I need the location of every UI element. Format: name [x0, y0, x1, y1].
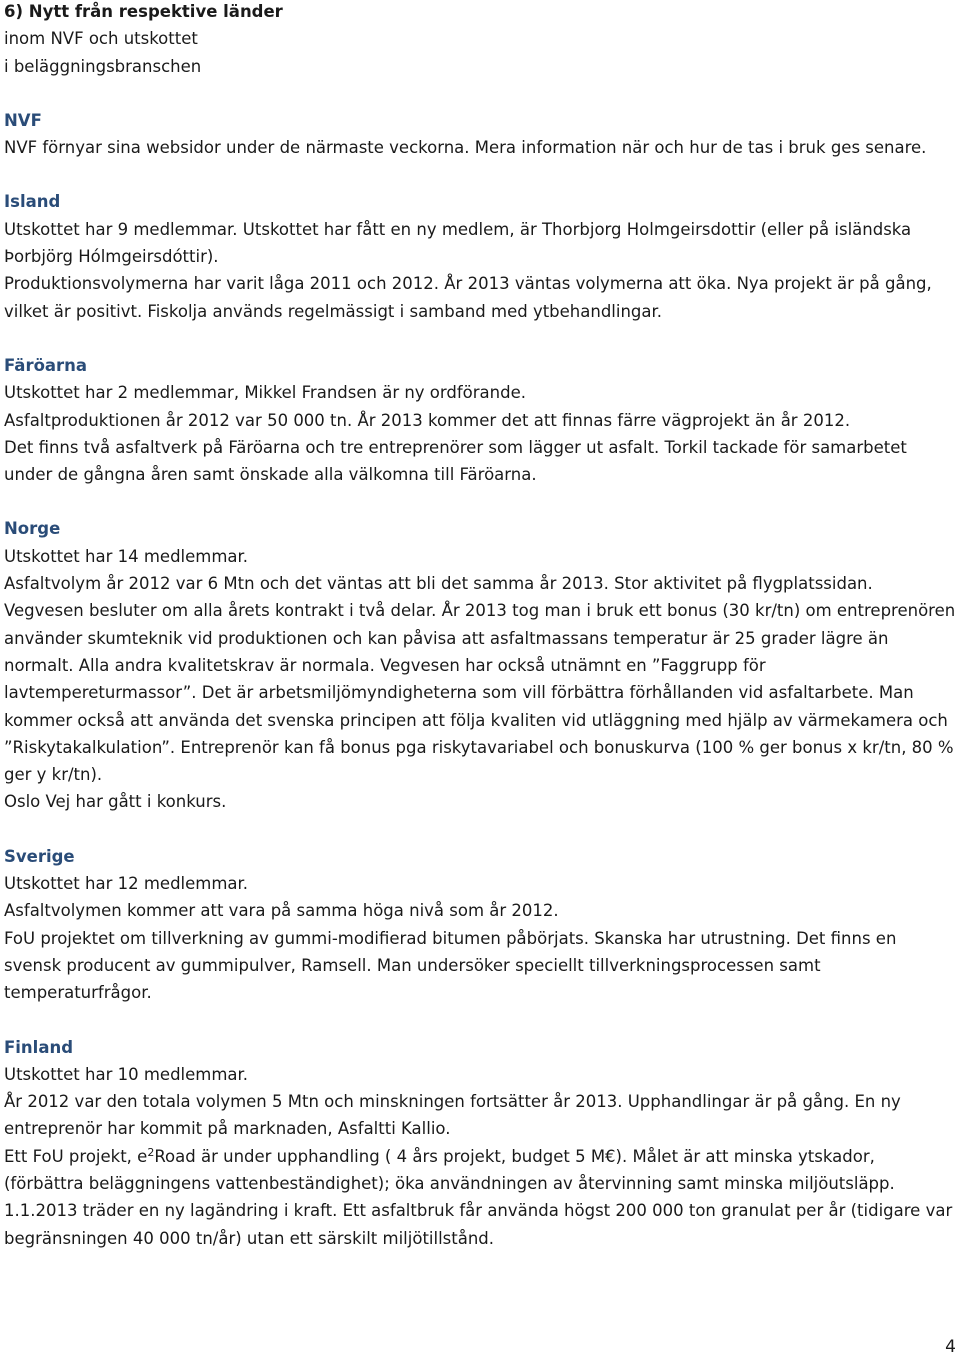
section-island	[4, 188, 956, 324]
section-heading: Färöarna	[4, 355, 88, 375]
paragraph: Utskottet har 2 medlemmar, Mikkel Frandsen är ny ordförande.	[4, 383, 526, 403]
paragraph: 1.1.2013 träder en ny lagändring i kraft. Ett asfaltbruk får använda högst 200 000 ton granulat per år (tidigare var begränsningen 40 000 tn/år) utan ett särskilt miljötillstånd.	[4, 1201, 953, 1248]
section-heading: Finland	[4, 1037, 74, 1057]
project-paragraph	[4, 1143, 956, 1198]
paragraph: Asfaltvolym år 2012 var 6 Mtn och det väntas att bli det samma år 2013. Stor aktivitet på flygplatssidan. Vegvesen besluter om alla årets kontrakt i två delar. År 2013 tog man i bruk ett bonus (30 kr/tn) om entreprenören använder skumteknik vid produktionen och kan påvisa att asfaltmassans temperatur är 25 grader lägre än normalt. Alla andra kvalitetskrav är normala. Vegvesen har också utnämnt en ”Faggrupp för lavtempereturmassor”. Det är arbetsmiljömyndigheterna som vill förbättra förhållanden vid asfaltarbete. Man kommer också att använda det svenska principen att följa kvaliten vid utläggning med hjälp av värmekamera och ”Riskytakalkulation”. Entreprenör kan få bonus pga riskytavariabel och bonuskurva (100 % ger bonus x kr/tn, 80 % ger y kr/tn).	[4, 574, 956, 785]
section-nvf	[4, 107, 956, 162]
paragraph: Utskottet har 9 medlemmar. Utskottet har fått en ny medlem, är Thorbjorg Holmgeirsdottir (eller på isländska Þorbjörg Hólmgeirsdóttir).	[4, 219, 912, 267]
paragraph: Asfaltvolymen kommer att vara på samma höga nivå som år 2012.	[4, 901, 559, 921]
section-heading: NVF	[4, 110, 42, 130]
paragraph: Det finns två asfaltverk på Färöarna och tre entreprenörer som lägger ut asfalt. Torkil tackade för samarbetet under de gångna åren samt önskade alla välkomna till Färöarna.	[4, 437, 907, 485]
document-subtitle-line: inom NVF och utskottet	[4, 29, 198, 49]
project-text-before: Ett FoU projekt, e	[4, 1146, 148, 1166]
paragraph: Oslo Vej har gått i konkurs.	[4, 792, 227, 812]
page-number: 4	[945, 1337, 956, 1357]
paragraph: Utskottet har 12 medlemmar.	[4, 874, 249, 894]
section-norge	[4, 515, 956, 815]
paragraph: Asfaltproduktionen år 2012 var 50 000 tn. År 2013 kommer det att finnas färre vägprojekt än år 2012.	[4, 410, 851, 430]
paragraph: År 2012 var den totala volymen 5 Mtn och minskningen fortsätter år 2013. Upphandlingar är på gång. En ny entreprenör har kommit på marknaden, Asfaltti Kallio.	[4, 1092, 901, 1139]
section-heading: Sverige	[4, 846, 75, 866]
section-finland	[4, 1034, 956, 1252]
document-subtitle-line: i beläggningsbranschen	[4, 56, 202, 76]
section-sverige	[4, 843, 956, 1007]
paragraph: Produktionsvolymerna har varit låga 2011 och 2012. År 2013 väntas volymerna att öka. Nya projekt är på gång, vilket är positivt. Fiskolja används regelmässigt i samband med ytbehandlingar.	[4, 274, 932, 321]
project-text-after: Road är under upphandling ( 4 års projekt, budget 5 M€). Målet är att minska ytskador, (förbättra beläggningens vattenbeständighet); öka användningen av återvinning samt minska miljöutsläpp.	[4, 1146, 895, 1193]
section-heading: Island	[4, 192, 61, 212]
paragraph: FoU projektet om tillverkning av gummi-modifierad bitumen påbörjats. Skanska har utrustning. Det finns en svensk producent av gummipulver, Ramsell. Man undersöker speciellt tillverkningsprocessen samt temperaturfrågor.	[4, 928, 897, 1003]
section-heading: Norge	[4, 519, 61, 539]
document-title: 6) Nytt från respektive länder	[4, 2, 283, 21]
section-faroarna	[4, 352, 956, 488]
paragraph: Utskottet har 10 medlemmar.	[4, 1064, 249, 1084]
document-page	[4, 0, 956, 1252]
superscript-two: 2	[147, 1145, 155, 1159]
paragraph: NVF förnyar sina websidor under de närmaste veckorna. Mera information när och hur de tas i bruk ges senare.	[4, 138, 927, 158]
paragraph: Utskottet har 14 medlemmar.	[4, 546, 249, 566]
